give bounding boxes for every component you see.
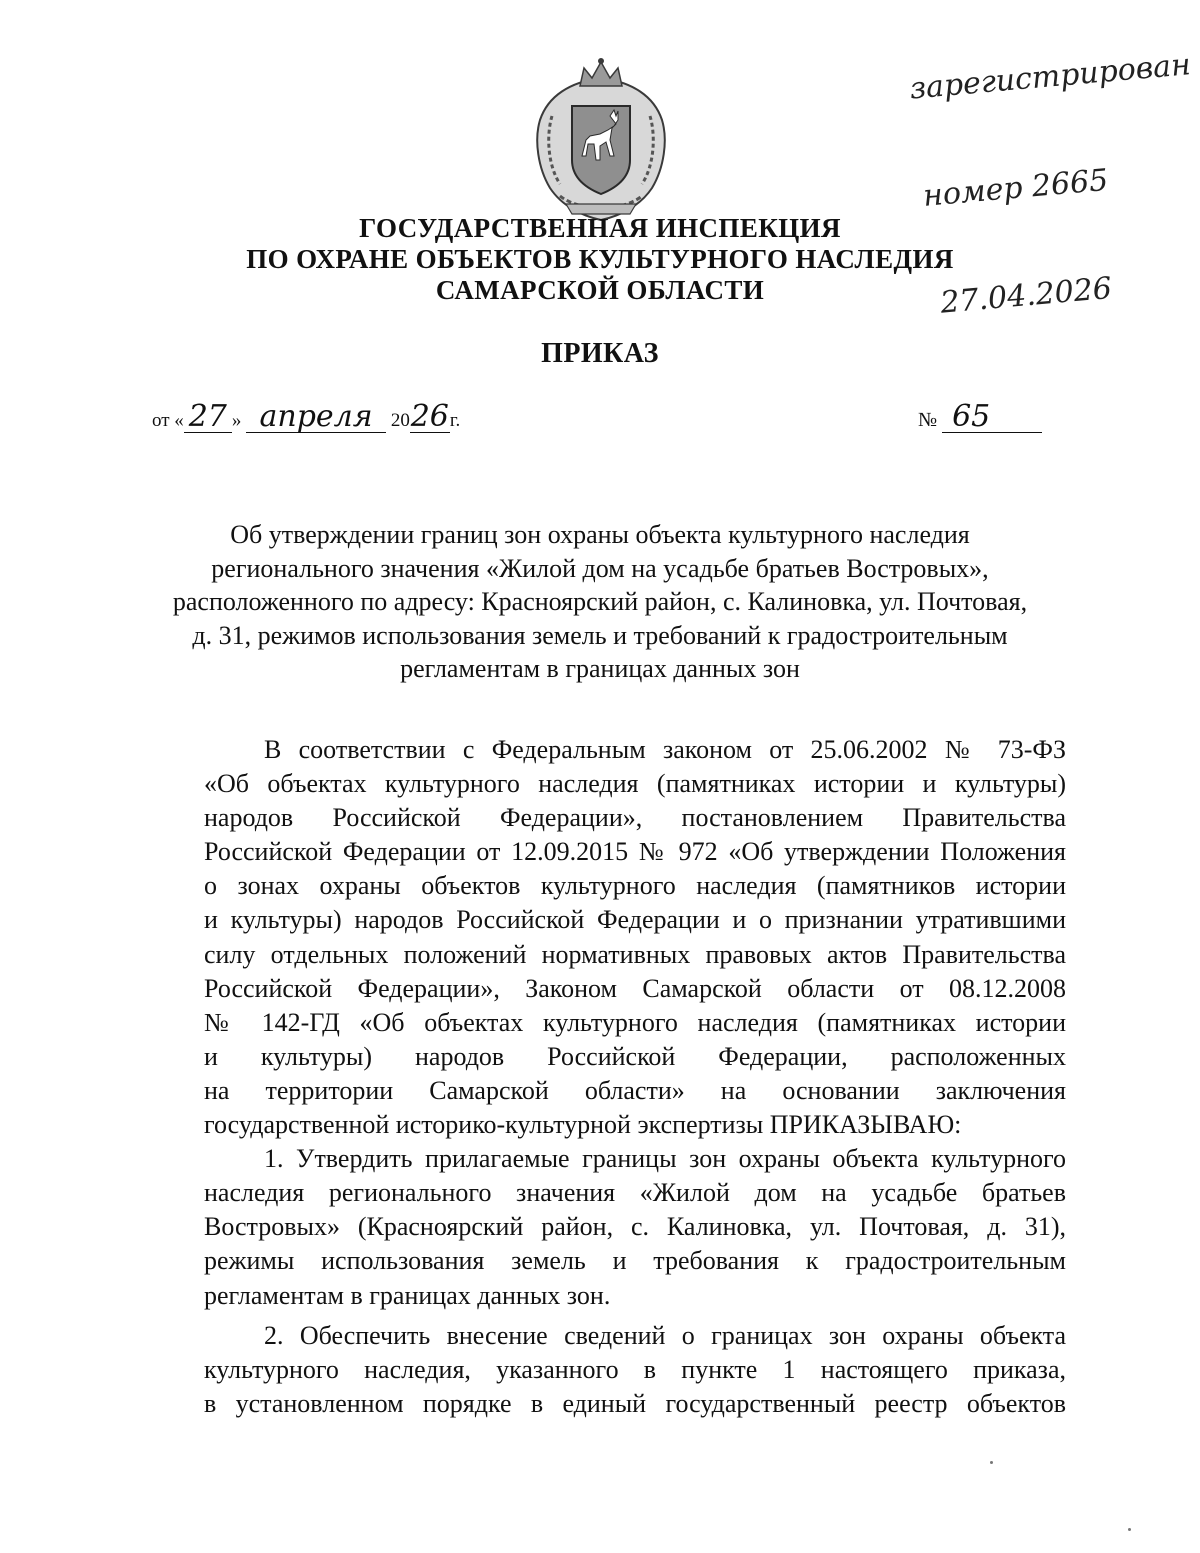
body-line: и культуры) народов Российской Федерации и о признании утратившими [204,905,1066,935]
subject-line: регионального значения «Жилой дом на усадьбе братьев Востровых», [211,553,989,583]
order-body [204,733,1066,1421]
registration-note-line: номер 2665 [921,162,1110,214]
body-line: Российской Федерации», Законом Самарской области от 08.12.2008 [204,973,1066,1003]
item-2-line: в установленном порядке в единый государственный реестр объектов [204,1388,1066,1418]
org-name-line: ПО ОХРАНЕ ОБЪЕКТОВ КУЛЬТУРНОГО НАСЛЕДИЯ [246,244,954,274]
item-1-line: режимы использования земель и требования к градостроительным [204,1246,1066,1276]
subject-line: Об утверждении границ зон охраны объекта культурного наследия [230,520,970,549]
item-2-line: 2. Обеспечить внесение сведений о границах зон охраны объекта [264,1320,1066,1350]
date-suffix: г. [449,410,461,431]
order-number [918,399,1042,434]
scan-speck [1128,1528,1131,1531]
order-subject [150,518,1050,686]
date-month-handwritten: апреля [246,402,386,433]
body-line: народов Российской Федерации», постановлением Правительства [204,803,1066,833]
item-1-line: регламентам в границах данных зон. [204,1280,611,1310]
body-line: В соответствии с Федеральным законом от 25.06.2002 № 73-ФЗ [264,735,1066,764]
subject-line: д. 31, режимов использования земель и требований к градостроительным [192,620,1008,650]
number-label: № [918,409,938,431]
date-year-handwritten: 26 [410,399,449,434]
date-day-handwritten: 27 [184,402,232,433]
item-1-line: наследия регионального значения «Жилой дом на усадьбе братьев [204,1178,1066,1208]
document-type-title: ПРИКАЗ [541,338,659,369]
date-year-prefix: 20 [390,410,410,431]
subject-line: регламентам в границах данных зон [400,654,800,684]
date-prefix: от « [152,410,184,431]
body-line: государственной историко-культурной экспертизы ПРИКАЗЫВАЮ: [204,1110,962,1140]
org-name-line: САМАРСКОЙ ОБЛАСТИ [435,275,765,305]
item-1-line: Востровых» (Красноярский район, с. Калиновка, ул. Почтовая, д. 31), [204,1212,1066,1242]
registration-note-line: 27.04.2026 [939,270,1114,321]
order-date [152,399,461,434]
date-mid: » [231,410,242,431]
number-value-handwritten: 65 [942,402,1042,433]
registration-note-line: зарегистрирован [908,47,1193,107]
body-line: силу отдельных положений нормативных правовых актов Правительства [204,939,1066,969]
item-2-line: культурного наследия, указанного в пункте 1 настоящего приказа, [204,1354,1066,1384]
body-line: № 142-ГД «Об объектах культурного наследия (памятниках истории [204,1007,1066,1037]
coat-of-arms-emblem [530,56,672,224]
body-line: на территории Самарской области» на основании заключения [204,1075,1066,1105]
item-1-line: 1. Утвердить прилагаемые границы зон охраны объекта культурного [264,1144,1066,1174]
scan-speck [990,1461,993,1464]
body-line: и культуры) народов Российской Федерации, расположенных [204,1041,1066,1071]
body-line: Российской Федерации от 12.09.2015 № 972 «Об утверждении Положения [204,837,1066,867]
body-line: о зонах охраны объектов культурного наследия (памятников истории [204,871,1066,901]
subject-line: расположенного по адресу: Красноярский район, с. Калиновка, ул. Почтовая, [172,587,1028,617]
body-line: «Об объектах культурного наследия (памятниках истории и культуры) [204,769,1066,799]
org-name-line: ГОСУДАРСТВЕННАЯ ИНСПЕКЦИЯ [359,213,841,243]
